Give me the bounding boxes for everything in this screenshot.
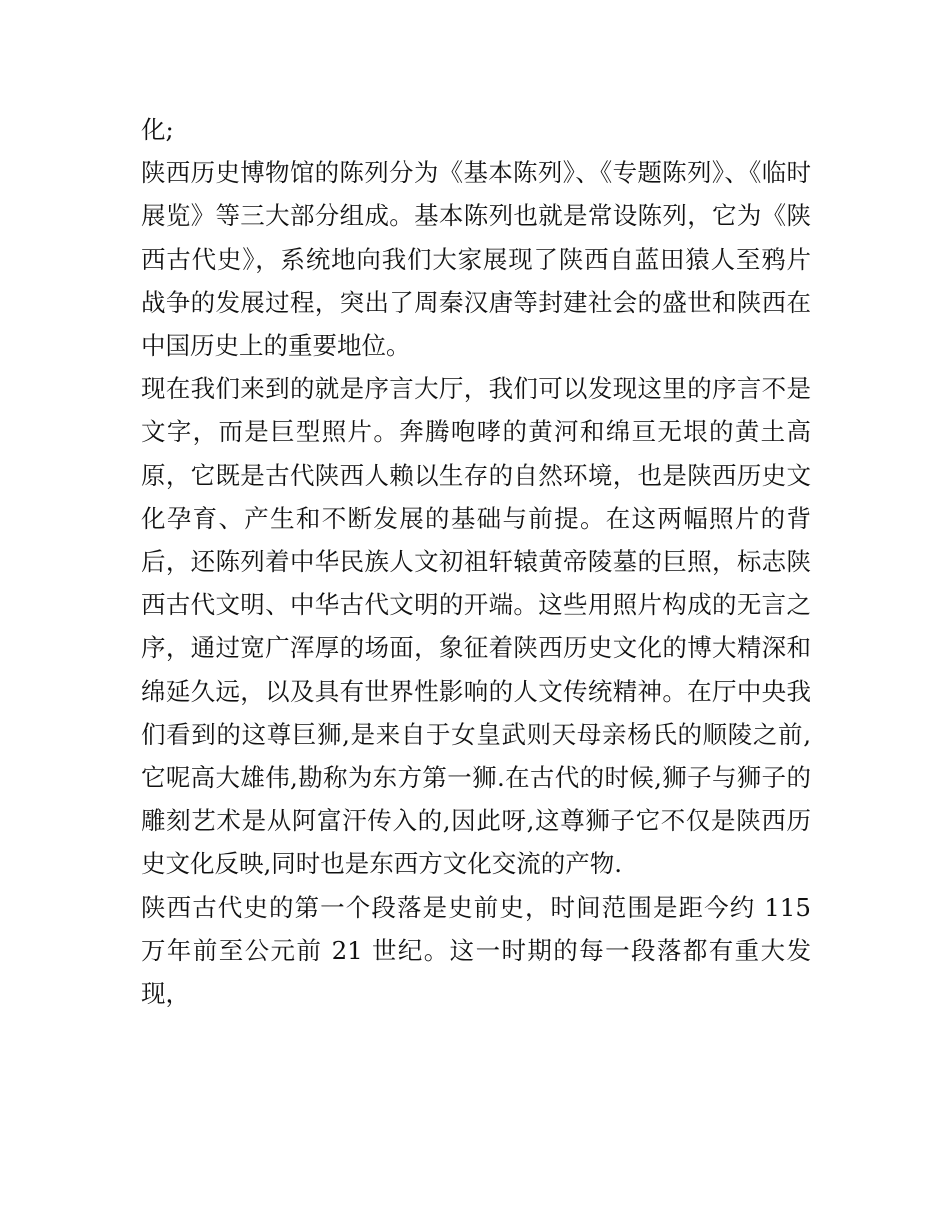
document-body xyxy=(141,108,811,1015)
paragraph-continuation: 化; xyxy=(141,115,174,144)
paragraph-prehistory: 陕西古代史的第一个段落是史前史，时间范围是距今约 115 万年前至公元前 21 世纪。这一时期的每一段落都有重大发现， xyxy=(141,892,811,1009)
paragraph-exhibition-overview: 陕西历史博物馆的陈列分为《基本陈列》、《专题陈列》、《临时展览》等三大部分组成。基本陈列也就是常设陈列，它为《陕西古代史》，系统地向我们大家展现了陕西自蓝田猿人至鸦片战争的发展过程，突出了周秦汉唐等封建社会的盛世和陕西在中国历史上的重要地位。 xyxy=(141,158,811,361)
paragraph-preface-hall: 现在我们来到的就是序言大厅，我们可以发现这里的序言不是文字，而是巨型照片。奔腾咆哮的黄河和绵亘无垠的黄土高原，它既是古代陕西人赖以生存的自然环境，也是陕西历史文化孕育、产生和不断发展的基础与前提。在这两幅照片的背后，还陈列着中华民族人文初祖轩辕黄帝陵墓的巨照，标志陕西古代文明、中华古代文明的开端。这些用照片构成的无言之序，通过宽广浑厚的场面，象征着陕西历史文化的博大精深和绵延久远，以及具有世界性影响的人文传统精神。在厅中央我们看到的这尊巨狮,是来自于女皇武则天母亲杨氏的顺陵之前,它呢高大雄伟,勘称为东方第一狮.在古代的时候,狮子与狮子的雕刻艺术是从阿富汗传入的,因此呀,这尊狮子它不仅是陕西历史文化反映,同时也是东西方文化交流的产物. xyxy=(141,374,811,879)
